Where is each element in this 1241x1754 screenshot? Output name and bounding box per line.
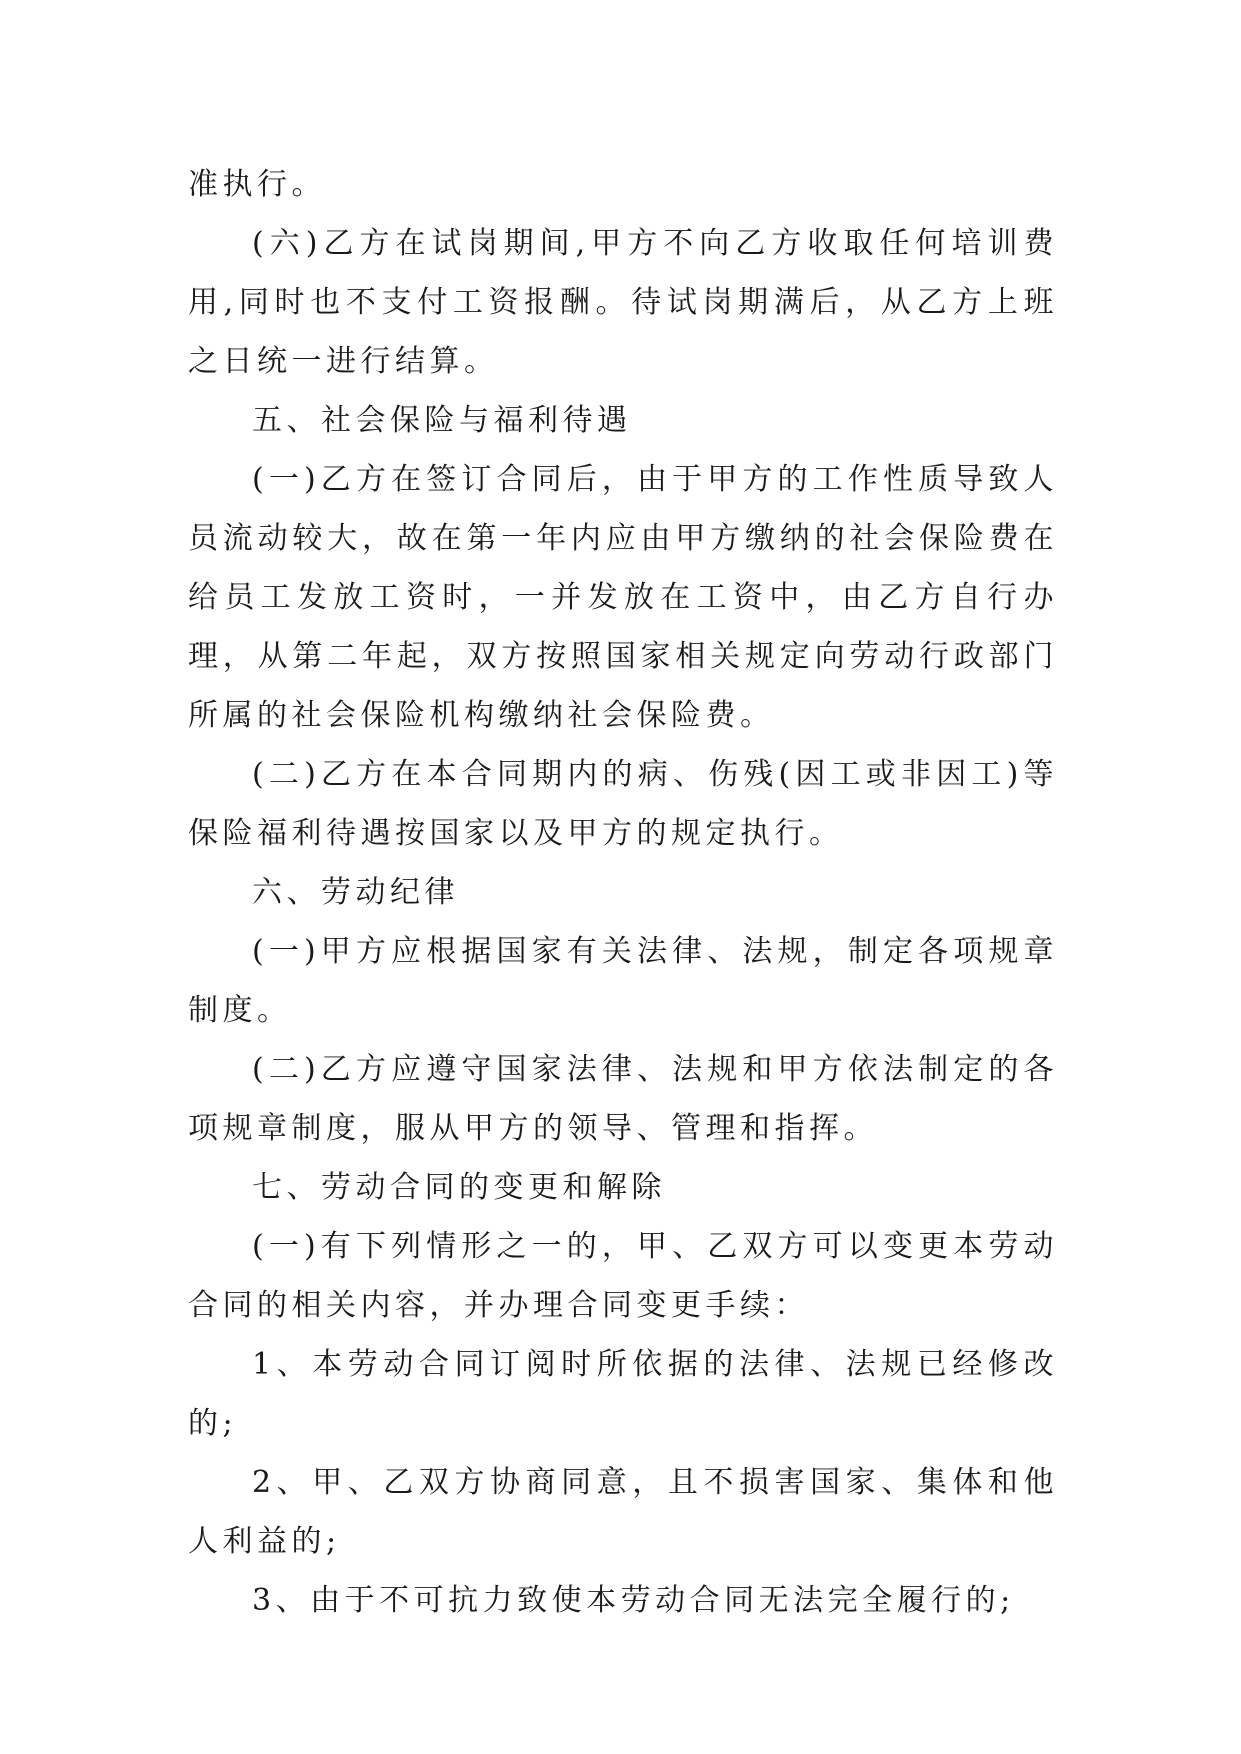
section-heading-social-insurance: 五、社会保险与福利待遇	[252, 403, 632, 438]
section-heading-contract-change: 七、劳动合同的变更和解除	[252, 1170, 666, 1205]
list-item-change-condition-2: 2、甲、乙双方协商同意，且不损害国家、集体和他人利益的;	[188, 1465, 1058, 1559]
paragraph-discipline-item-2: (二)乙方应遵守国家法律、法规和甲方依法制定的各项规章制度，服从甲方的领导、管理和指挥。	[188, 1052, 1058, 1146]
paragraph-insurance-item-1: (一)乙方在签订合同后，由于甲方的工作性质导致人员流动较大，故在第一年内应由甲方缴纳的社会保险费在给员工发放工资时，一并发放在工资中，由乙方自行办理，从第二年起，双方按照国家相关规定向劳动行政部门所属的社会保险机构缴纳社会保险费。	[188, 462, 1058, 733]
paragraph-discipline-item-1: (一)甲方应根据国家有关法律、法规，制定各项规章制度。	[188, 934, 1058, 1028]
paragraph-trial-period: (六)乙方在试岗期间,甲方不向乙方收取任何培训费用,同时也不支付工资报酬。待试岗期满后，从乙方上班之日统一进行结算。	[188, 226, 1058, 379]
list-item-change-condition-3: 3、由于不可抗力致使本劳动合同无法完全履行的;	[252, 1583, 1015, 1618]
paragraph-continuation: 准执行。	[188, 167, 326, 202]
list-item-change-condition-1: 1、本劳动合同订阅时所依据的法律、法规已经修改的;	[188, 1347, 1058, 1441]
paragraph-insurance-item-2: (二)乙方在本合同期内的病、伤残(因工或非因工)等保险福利待遇按国家以及甲方的规定执行。	[188, 757, 1058, 851]
paragraph-change-item-1: (一)有下列情形之一的，甲、乙双方可以变更本劳动合同的相关内容，并办理合同变更手续：	[188, 1229, 1058, 1323]
document-body	[188, 155, 1058, 1630]
section-heading-labor-discipline: 六、劳动纪律	[252, 875, 459, 910]
